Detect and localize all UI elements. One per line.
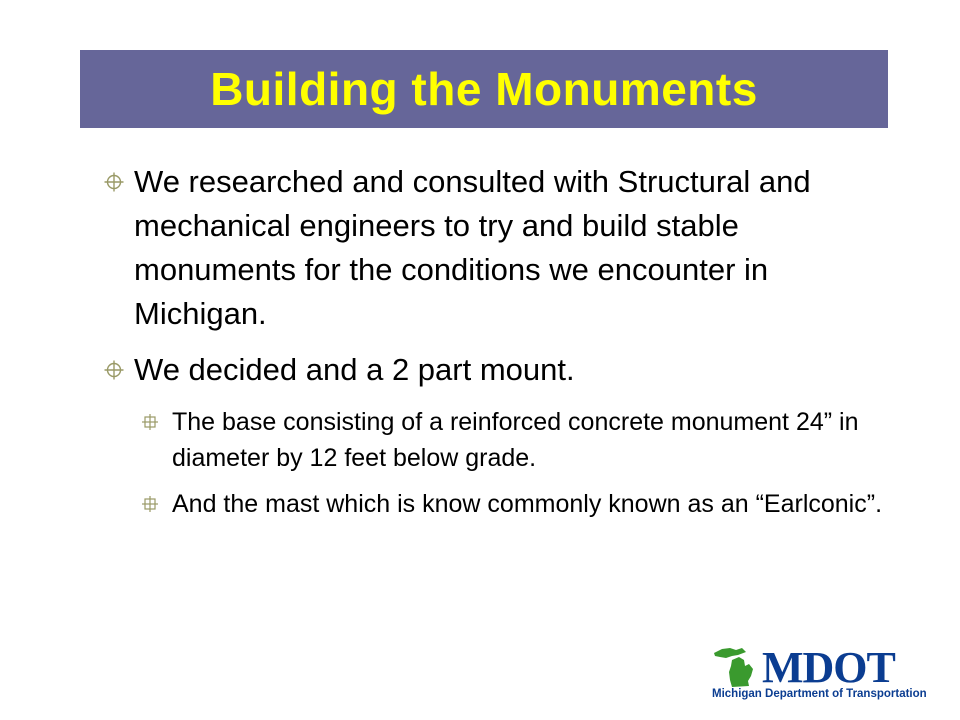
crosshair-bullet-icon [104, 360, 124, 380]
bullet-text: We decided and a 2 part mount. [134, 352, 575, 387]
sub-bullet-item [134, 404, 896, 476]
bullet-item [96, 160, 896, 336]
bullet-text: We researched and consulted with Structural and mechanical engineers to try and build stable monuments for the conditions we encounter in Michigan. [134, 164, 811, 331]
sub-bullet-text: The base consisting of a reinforced concrete monument 24” in diameter by 12 feet below grade. [172, 408, 859, 472]
bullet-item [96, 348, 896, 392]
grid-bullet-icon [142, 414, 158, 430]
sub-bullet-text: And the mast which is know commonly known as an “Earlconic”. [172, 490, 883, 518]
michigan-map-icon [712, 644, 760, 688]
logo-wordmark: MDOT [762, 643, 895, 692]
logo-subtitle: Michigan Department of Transportation [712, 688, 927, 700]
title-bar [80, 50, 888, 128]
sub-bullet-item [134, 486, 896, 522]
mdot-logo [712, 644, 932, 706]
crosshair-bullet-icon [104, 172, 124, 192]
grid-bullet-icon [142, 496, 158, 512]
slide-title: Building the Monuments [210, 63, 758, 115]
slide-body [96, 160, 896, 532]
